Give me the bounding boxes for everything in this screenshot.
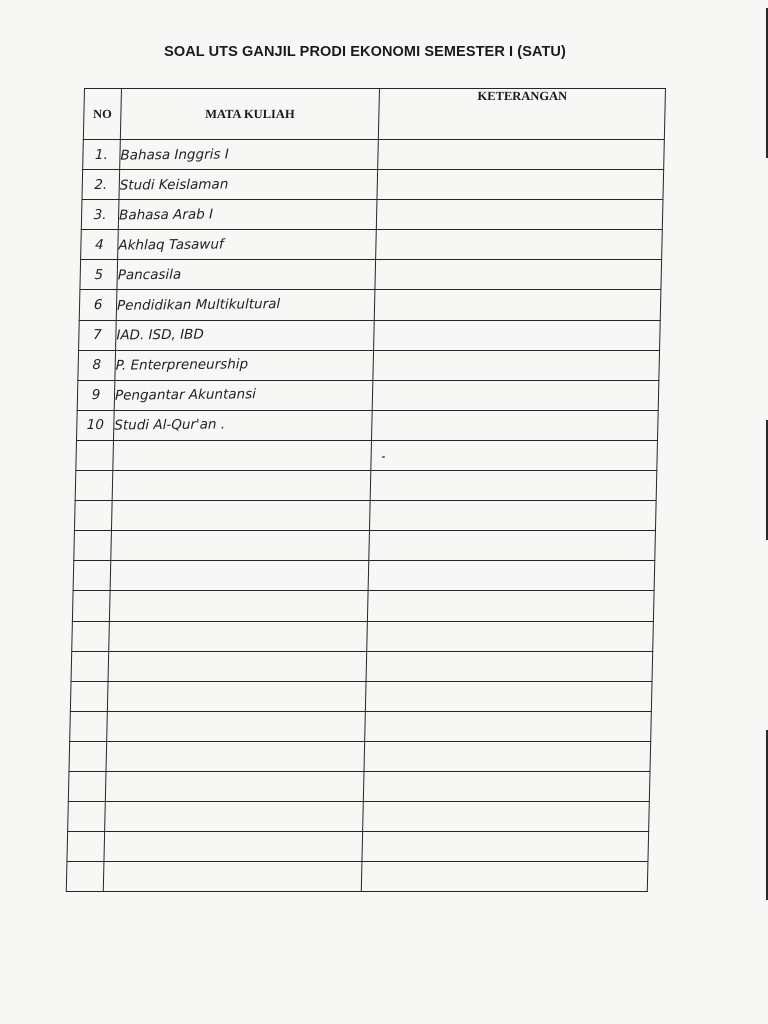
row-number-cell: 8 (78, 350, 116, 380)
keterangan-cell (365, 681, 652, 711)
table-row (70, 681, 652, 711)
mata-kuliah-cell (107, 711, 366, 741)
row-number-cell (69, 741, 107, 771)
table-row (80, 260, 662, 290)
page-edge-mark (752, 730, 768, 900)
table-row (72, 621, 654, 651)
table-row (82, 170, 664, 200)
keterangan-cell (367, 591, 654, 621)
keterangan-cell (372, 380, 659, 410)
table-row (66, 862, 648, 892)
mata-kuliah-cell (116, 290, 375, 320)
mata-kuliah-cell (109, 591, 368, 621)
course-table (66, 88, 666, 892)
table-row (67, 832, 649, 862)
row-number-cell: 6 (79, 290, 117, 320)
table-row (68, 802, 650, 832)
mata-kuliah-cell (111, 531, 370, 561)
keterangan-cell (370, 471, 657, 501)
keterangan-cell (369, 501, 656, 531)
mata-kuliah-cell (117, 260, 376, 290)
keterangan-cell (376, 200, 663, 230)
mata-kuliah-cell (118, 230, 377, 260)
mata-kuliah-cell (104, 832, 363, 862)
row-number-cell (76, 440, 114, 470)
header-keterangan: KETERANGAN (378, 89, 665, 140)
row-number-cell (68, 771, 106, 801)
keterangan-cell (372, 410, 659, 440)
table-row (69, 741, 651, 771)
row-number-cell (71, 651, 109, 681)
mata-kuliah-cell (105, 771, 364, 801)
row-number-cell (70, 681, 108, 711)
row-number-cell (74, 501, 112, 531)
keterangan-cell (371, 440, 658, 470)
row-number-cell (75, 471, 113, 501)
row-number-cell (70, 711, 108, 741)
row-number-cell: 5 (80, 260, 118, 290)
row-number-cell (74, 531, 112, 561)
table-row (76, 440, 658, 470)
mata-kuliah-cell (111, 501, 370, 531)
mata-kuliah-cell (103, 862, 362, 892)
mata-kuliah-text: Akhlaq Tasawuf (118, 236, 224, 254)
table-row (81, 200, 663, 230)
mata-kuliah-cell (114, 380, 373, 410)
header-no: NO (83, 89, 121, 140)
mata-kuliah-cell (107, 681, 366, 711)
keterangan-cell (363, 771, 650, 801)
table-row (75, 471, 657, 501)
mata-kuliah-text: IAD. ISD, IBD (116, 326, 204, 344)
mata-kuliah-cell (105, 802, 364, 832)
row-number-cell (72, 621, 110, 651)
table-row (79, 290, 661, 320)
table-row (72, 591, 654, 621)
table-header-row (83, 89, 665, 140)
row-number-cell: 4 (81, 230, 119, 260)
table-row (77, 380, 659, 410)
row-number-cell: 2. (82, 170, 120, 200)
table-row (83, 140, 665, 170)
keterangan-cell (373, 350, 660, 380)
keterangan-cell (363, 802, 650, 832)
row-number-cell: 9 (77, 380, 115, 410)
mata-kuliah-text: Bahasa Arab I (119, 206, 214, 224)
mata-kuliah-cell (112, 471, 371, 501)
mata-kuliah-cell (109, 621, 368, 651)
keterangan-cell (374, 290, 661, 320)
mata-kuliah-text: Pendidikan Multikultural (116, 296, 281, 314)
mata-kuliah-text: Pengantar Akuntansi (114, 386, 257, 405)
mata-kuliah-cell (115, 350, 374, 380)
row-number-cell (66, 862, 104, 892)
page-edge-mark (752, 420, 768, 540)
mata-kuliah-cell (106, 741, 365, 771)
mata-kuliah-text: Studi Al-Qur'an . (114, 416, 226, 434)
keterangan-cell (376, 230, 663, 260)
keterangan-cell (367, 621, 654, 651)
header-mata-kuliah: MATA KULIAH (120, 89, 379, 140)
table-row (73, 561, 655, 591)
keterangan-cell (364, 741, 651, 771)
table-row (78, 350, 660, 380)
keterangan-cell (365, 711, 652, 741)
document-title: SOAL UTS GANJIL PRODI EKONOMI SEMESTER I (SATU) (164, 44, 566, 60)
table-row (81, 230, 663, 260)
row-number-cell (67, 832, 105, 862)
keterangan-cell (361, 862, 648, 892)
table-row (79, 320, 661, 350)
keterangan-cell (362, 832, 649, 862)
mata-kuliah-text: Bahasa Inggris I (120, 145, 229, 164)
table-row (70, 711, 652, 741)
mata-kuliah-text: Studi Keislaman (119, 176, 229, 194)
keterangan-cell (375, 260, 662, 290)
page-edge-mark (752, 8, 768, 158)
table-row (74, 531, 656, 561)
keterangan-cell (374, 320, 661, 350)
table-row (71, 651, 653, 681)
mata-kuliah-cell (110, 561, 369, 591)
table-body (66, 140, 664, 892)
row-number-cell (73, 561, 111, 591)
keterangan-cell (368, 561, 655, 591)
mata-kuliah-text: Pancasila (117, 266, 182, 284)
row-number-cell: 1. (83, 140, 121, 170)
mata-kuliah-cell (119, 170, 378, 200)
row-number-cell (68, 802, 106, 832)
scan-speck (382, 456, 385, 458)
table-row (68, 771, 650, 801)
mata-kuliah-cell (118, 200, 377, 230)
keterangan-cell (369, 531, 656, 561)
row-number-cell: 7 (79, 320, 117, 350)
row-number-cell (72, 591, 110, 621)
row-number-cell: 10 (77, 410, 115, 440)
table-row (77, 410, 659, 440)
mata-kuliah-text: P. Enterpreneurship (115, 356, 249, 374)
table-row (74, 501, 656, 531)
row-number-cell: 3. (81, 200, 119, 230)
mata-kuliah-cell (120, 140, 379, 170)
mata-kuliah-cell (114, 410, 373, 440)
keterangan-cell (366, 651, 653, 681)
mata-kuliah-cell (108, 651, 367, 681)
mata-kuliah-cell (113, 440, 372, 470)
keterangan-cell (378, 140, 665, 170)
mata-kuliah-cell (116, 320, 375, 350)
course-table-container (66, 88, 666, 902)
keterangan-cell (377, 170, 664, 200)
